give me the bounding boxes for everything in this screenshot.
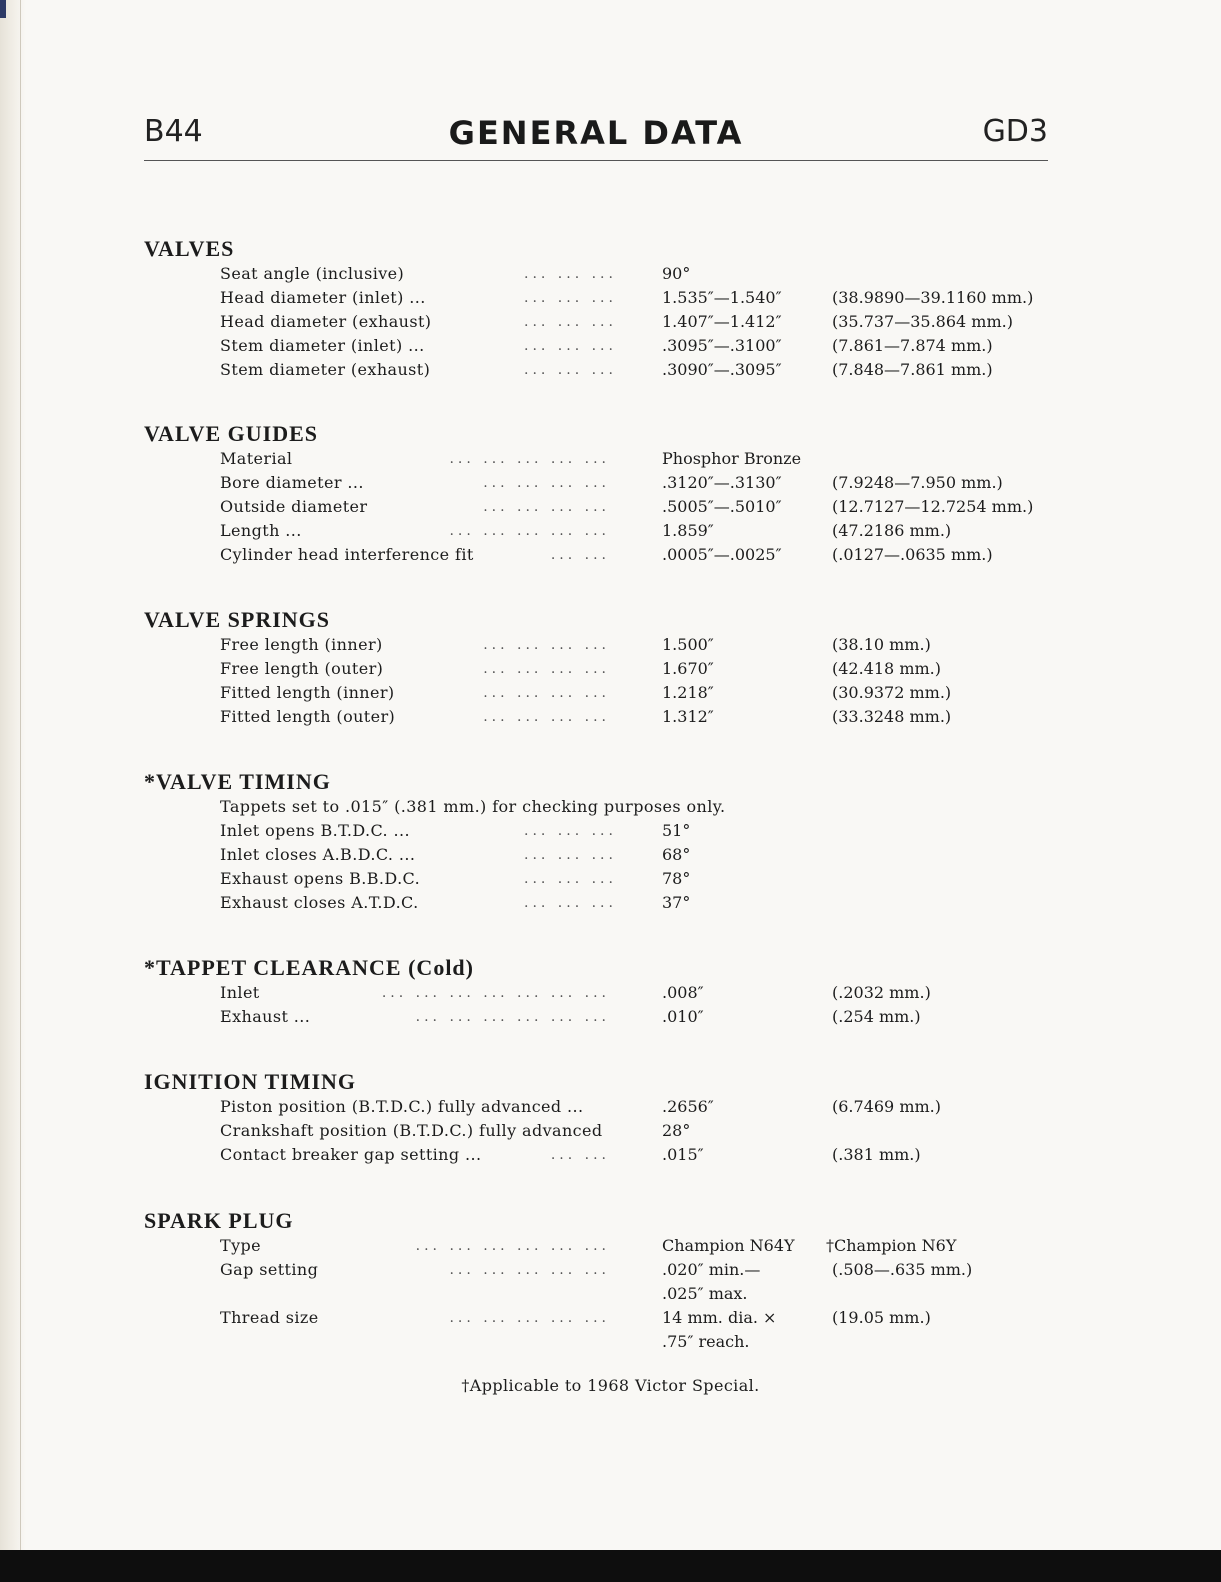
spec-row [144,334,1054,358]
leader-dots: ... ... ... [524,895,617,911]
page-binding-edge [20,0,21,1550]
spec-metric: (19.05 mm.) [832,1308,931,1327]
spec-metric: (38.9890—39.1160 mm.) [832,288,1034,307]
spec-value [662,1306,832,1354]
spec-value: .3095″—.3100″ [662,336,782,355]
spec-label: Contact breaker gap setting ... [220,1145,482,1164]
leader-dots: ... ... [550,1147,610,1163]
spec-value-line: 14 mm. dia. × [662,1308,777,1327]
leader-dots: ... ... ... ... [483,661,610,677]
section-tappet-clearance [144,955,1054,1029]
spec-metric: (.0127—.0635 mm.) [832,545,993,564]
spec-value-line: .025″ max. [662,1284,748,1303]
spec-value: 1.407″—1.412″ [662,312,782,331]
spec-label: Type [220,1236,262,1255]
leader-dots: ... ... ... ... [483,475,610,491]
header-section-code: B44 [144,114,203,149]
leader-dots: ... ... ... ... ... ... [415,1238,610,1254]
spec-label: Exhaust ... [220,1007,311,1026]
spec-metric: (38.10 mm.) [832,635,931,654]
spec-label: Crankshaft position (B.T.D.C.) fully advanced [220,1121,603,1140]
spec-metric: (.2032 mm.) [832,983,931,1002]
spec-label: Inlet [220,983,260,1002]
leader-dots: ... ... ... ... ... [449,451,610,467]
leader-dots: ... ... ... ... ... [449,1310,610,1326]
spec-metric: (7.9248—7.950 mm.) [832,473,1003,492]
spec-value: 1.500″ [662,635,714,654]
page-header [144,110,1048,161]
spec-label: Piston position (B.T.D.C.) fully advanced ... [220,1097,584,1116]
footnote: †Applicable to 1968 Victor Special. [461,1376,760,1395]
spec-metric: (7.848—7.861 mm.) [832,360,993,379]
spec-metric: (7.861—7.874 mm.) [832,336,993,355]
spec-row [144,543,1054,567]
spec-value: 68° [662,845,691,864]
leader-dots: ... ... [550,547,610,563]
scan-bottom-edge [0,1550,1221,1582]
section-ignition-timing [144,1069,1054,1167]
spec-value: 28° [662,1121,691,1140]
spec-label: Outside diameter [220,497,368,516]
spec-row [144,1143,1054,1167]
leader-dots: ... ... ... ... ... [449,1262,610,1278]
spec-label: Thread size [220,1308,319,1327]
section-title: SPARK PLUG [144,1208,294,1233]
spec-metric: (.254 mm.) [832,1007,921,1026]
spec-value-line: .020″ min.— [662,1260,761,1279]
section-valve-guides [144,421,1054,567]
section-title: VALVES [144,236,235,261]
spec-value: 1.535″—1.540″ [662,288,782,307]
leader-dots: ... ... ... [524,847,617,863]
spec-value: .2656″ [662,1097,714,1116]
section-title: VALVE SPRINGS [144,607,331,632]
spec-row [144,657,1054,681]
leader-dots: ... ... ... [524,266,617,282]
spec-label: Head diameter (inlet) ... [220,288,426,307]
spec-value: .0005″—.0025″ [662,545,782,564]
leader-dots: ... ... ... [524,823,617,839]
spec-value: 1.859″ [662,521,714,540]
spec-value: 51° [662,821,691,840]
spec-row [144,1005,1054,1029]
spec-value: 90° [662,264,691,283]
spec-label: Free length (inner) [220,635,383,654]
spec-row [144,819,1054,843]
spec-value: 1.312″ [662,707,714,726]
spec-value: .3120″—.3130″ [662,473,782,492]
spec-value: 1.670″ [662,659,714,678]
spec-row [144,358,1054,382]
leader-dots: ... ... ... ... [483,499,610,515]
spec-row [144,867,1054,891]
spec-row [144,286,1054,310]
spec-label: Fitted length (outer) [220,707,396,726]
spec-row [144,447,1054,471]
section-valve-timing [144,769,1054,915]
leader-dots: ... ... ... [524,338,617,354]
leader-dots: ... ... ... ... [483,637,610,653]
spec-row [144,681,1054,705]
spec-row [144,1234,1054,1258]
spec-row [144,1095,1054,1119]
section-title: VALVE GUIDES [144,421,319,446]
page-binding-shadow [0,0,26,1550]
spec-label: Inlet closes A.B.D.C. ... [220,845,416,864]
spec-label: Stem diameter (inlet) ... [220,336,425,355]
spec-label: Cylinder head interference fit [220,545,474,564]
spec-row [144,633,1054,657]
spec-row [144,705,1054,729]
section-valves [144,236,1054,382]
leader-dots: ... ... ... ... ... ... [415,1009,610,1025]
spec-label: Fitted length (inner) [220,683,395,702]
spec-row [144,262,1054,286]
leader-dots: ... ... ... [524,314,617,330]
spec-value [662,1258,832,1306]
section-title: IGNITION TIMING [144,1069,357,1094]
leader-dots: ... ... ... [524,871,617,887]
spec-value: .008″ [662,983,704,1002]
spec-row [144,1306,1054,1354]
spec-label: Material [220,449,293,468]
leader-dots: ... ... ... [524,290,617,306]
spec-metric: (33.3248 mm.) [832,707,952,726]
spec-row [144,519,1054,543]
spec-value: Phosphor Bronze [662,449,802,468]
spec-metric: (6.7469 mm.) [832,1097,941,1116]
spec-row [144,981,1054,1005]
spec-value-line: .75″ reach. [662,1332,750,1351]
leader-dots: ... ... ... ... [483,685,610,701]
spec-row [144,1258,1054,1306]
spec-value: 37° [662,893,691,912]
spec-row [144,495,1054,519]
spec-value: .010″ [662,1007,704,1026]
spec-metric: (.381 mm.) [832,1145,921,1164]
spec-label: Free length (outer) [220,659,384,678]
spec-metric: (47.2186 mm.) [832,521,952,540]
spec-alternative: †Champion N6Y [826,1236,957,1255]
spec-row [144,843,1054,867]
section-valve-springs [144,607,1054,729]
spec-metric: (42.418 mm.) [832,659,941,678]
spec-metric: (30.9372 mm.) [832,683,952,702]
spec-value: .3090″—.3095″ [662,360,782,379]
spec-label: Inlet opens B.T.D.C. ... [220,821,410,840]
leader-dots: ... ... ... [524,362,617,378]
spec-value: 78° [662,869,691,888]
spec-label: Seat angle (inclusive) [220,264,405,283]
section-title: *VALVE TIMING [144,769,331,794]
spec-metric: (35.737—35.864 mm.) [832,312,1013,331]
spec-value: .015″ [662,1145,704,1164]
page-title: GENERAL DATA [448,114,744,152]
spec-value: .5005″—.5010″ [662,497,782,516]
spec-label: Length ... [220,521,302,540]
spec-row [144,310,1054,334]
spec-value: Champion N64Y [662,1236,795,1255]
scan-corner-mark [0,0,6,18]
leader-dots: ... ... ... ... ... ... ... [381,985,610,1001]
spec-label: Exhaust opens B.B.D.C. [220,869,421,888]
spec-row [144,471,1054,495]
spec-label: Exhaust closes A.T.D.C. [220,893,419,912]
section-note: Tappets set to .015″ (.381 mm.) for checking purposes only. [220,797,726,816]
spec-label: Bore diameter ... [220,473,364,492]
spec-label: Gap setting [220,1260,319,1279]
section-spark-plug [144,1208,1054,1354]
section-title: *TAPPET CLEARANCE (Cold) [144,955,474,980]
spec-metric: (.508—.635 mm.) [832,1260,973,1279]
spec-metric: (12.7127—12.7254 mm.) [832,497,1034,516]
spec-row [144,891,1054,915]
spec-value: 1.218″ [662,683,714,702]
section-note-row [144,795,1054,819]
leader-dots: ... ... ... ... ... [449,523,610,539]
leader-dots: ... ... ... ... [483,709,610,725]
spec-label: Head diameter (exhaust) [220,312,432,331]
header-page-code: GD3 [982,114,1048,149]
spec-row [144,1119,1054,1143]
spec-label: Stem diameter (exhaust) [220,360,431,379]
